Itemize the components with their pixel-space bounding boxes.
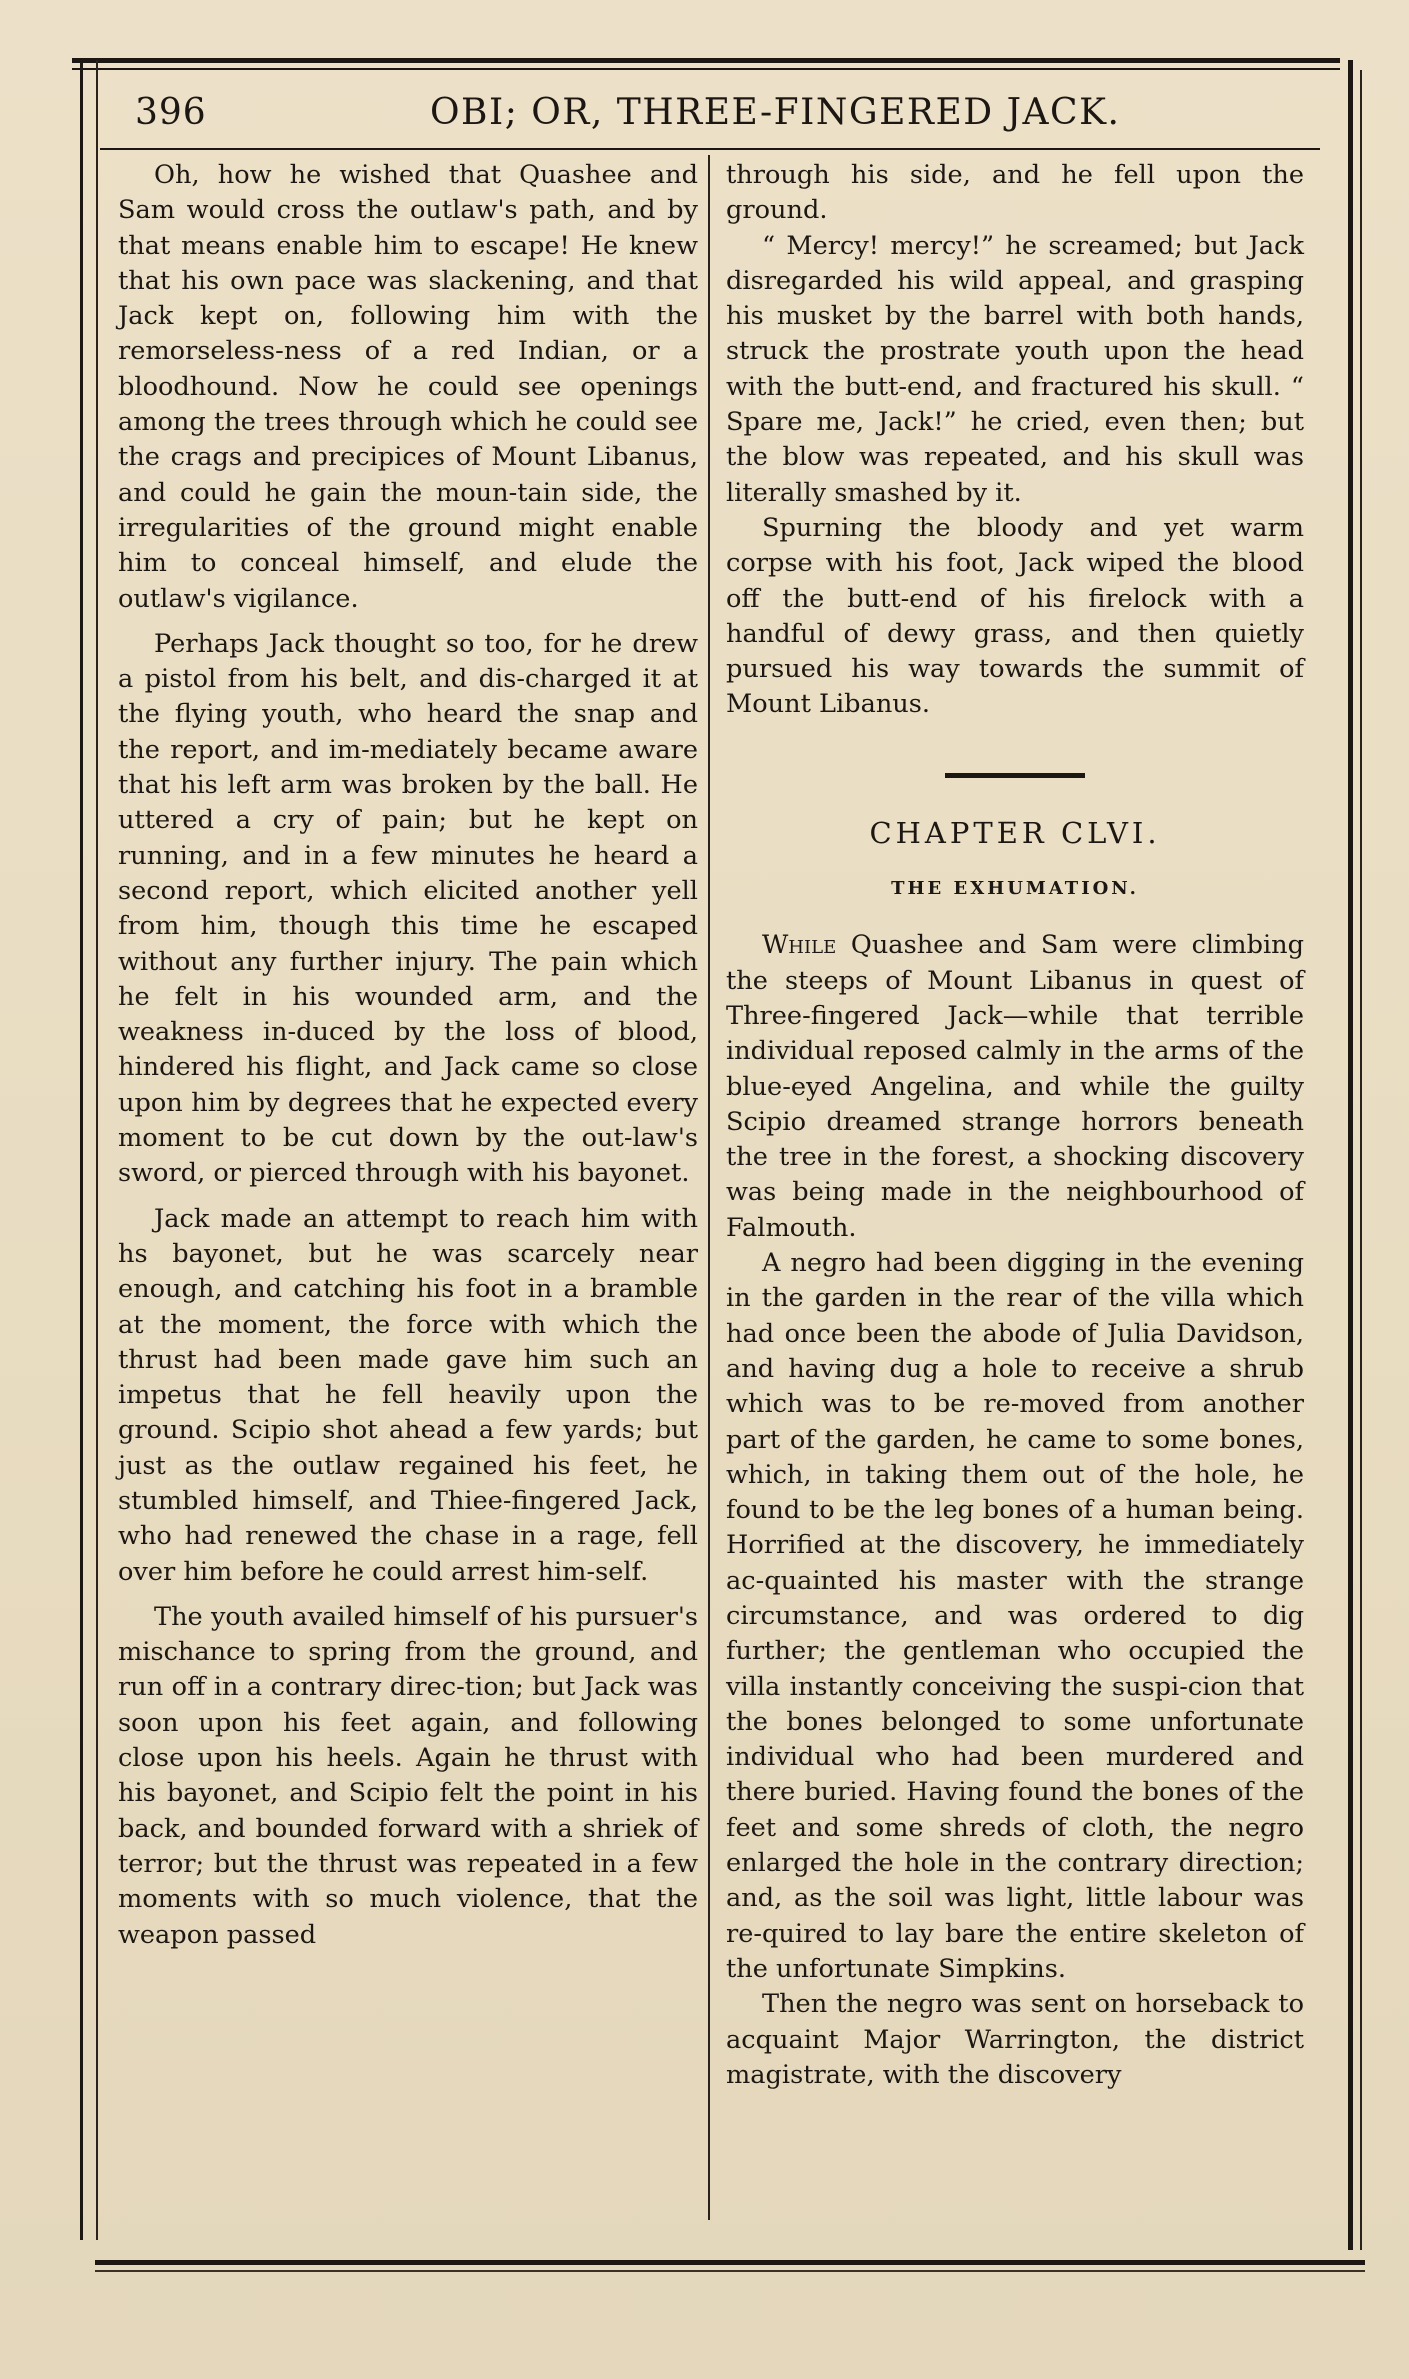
chapter-opening-paragraph <box>726 928 1304 1246</box>
paragraph: Spurning the bloody and yet warm corpse with his foot, Jack wiped the blood off the butt-end of his firelock with a handful of dewy grass, and then quietly pursued his way towards the summit of Mount Libanus. <box>726 512 1304 720</box>
paragraph: “ Mercy! mercy!” he screamed; but Jack disregarded his wild appeal, and grasping his musket by the barrel with both hands, struck the prostrate youth upon the head with the butt-end, and fractured his skull. “ Spare me, Jack!” he cried, even then; but the blow was repeated, and his skull was literally smashed by it. <box>726 230 1304 508</box>
paragraph: Oh, how he wished that Quashee and Sam would cross the outlaw's path, and by that means enable him to escape! He knew that his own pace was slackening, and that Jack kept on, following him with the remorseless-ness of a red Indian, or a bloodhound. Now he could see openings among the trees through which he could see the crags and precipices of Mount Libanus, and could he gain the moun-tain side, the irregularities of the ground might enable him to conceal himself, and elude the outlaw's vigilance. <box>118 160 698 614</box>
page-number: 396 <box>135 92 207 133</box>
paragraph: Perhaps Jack thought so too, for he drew a pistol from his belt, and dis-charged it at the flying youth, who heard the snap and the report, and im-mediately became aware that his left arm was broken by the ball. He uttered a cry of pain; but he kept on running, and in a few minutes he heard a second report, which elicited another yell from him, though this time he escaped without any further injury. The pain which he felt in his wounded arm, and the weakness in-duced by the loss of blood, hindered his flight, and Jack came so close upon him by degrees that he expected every moment to be cut down by the out-law's sword, or pierced through with his bayonet. <box>118 628 698 1189</box>
chapter-ornament-rule <box>945 773 1085 778</box>
paragraph: through his side, and he fell upon the ground. <box>726 160 1304 226</box>
footer-rule <box>95 2260 1365 2265</box>
page-header <box>100 88 1320 140</box>
chapter-subtitle: THE EXHUMATION. <box>891 878 1139 900</box>
right-column <box>726 158 1304 2093</box>
column-divider <box>708 155 710 2220</box>
left-column <box>118 158 698 1953</box>
frame-right-inner-rule <box>1360 70 1362 2250</box>
chapter-heading: CHAPTER CLVI. <box>869 815 1161 850</box>
paragraph: Then the negro was sent on horseback to acquaint Major Warrington, the district magistrate, with the discovery <box>726 1989 1304 2090</box>
opening-text: Quashee and Sam were climbing the steeps of Mount Libanus in quest of Three-fingered Jack—while that terrible individual reposed calmly in the arms of the blue-eyed Angelina, and while the guilty Scipio dreamed strange horrors beneath the tree in the forest, a shocking discovery was being made in the neighbourhood of Falmouth. <box>726 930 1304 1243</box>
frame-top-rule <box>72 58 1340 63</box>
frame-left-inner-rule <box>96 60 98 2240</box>
paragraph: The youth availed himself of his pursuer's mischance to spring from the ground, and run off in a contrary direc-tion; but Jack was soon upon his feet again, and following close upon his heels. Again he thrust with his bayonet, and Scipio felt the point in his back, and bounded forward with a shriek of terror; but the thrust was repeated in a few moments with so much violence, that the weapon passed <box>118 1601 698 1950</box>
frame-right-rule <box>1348 60 1353 2250</box>
paragraph: A negro had been digging in the evening in the garden in the rear of the villa which had once been the abode of Julia Davidson, and having dug a hole to receive a shrub which was to be re-moved from another part of the garden, he came to some bones, which, in taking them out of the hole, he found to be the leg bones of a human being. Horrified at the discovery, he immediately ac-quainted his master with the strange circumstance, and was ordered to dig further; the gentleman who occupied the villa instantly conceiving the suspi-cion that the bones belonged to some unfortunate individual who had been murdered and there buried. Having found the bones of the feet and some shreds of cloth, the negro enlarged the hole in the contrary direction; and, as the soil was light, little labour was re-quired to lay bare the entire skeleton of the unfortunate Simpkins. <box>726 1248 1304 1984</box>
running-title: OBI; OR, THREE-FINGERED JACK. <box>430 92 1121 133</box>
footer-inner-rule <box>95 2270 1365 2272</box>
paragraph: Jack made an attempt to reach him with hs bayonet, but he was scarcely near enough, and catching his foot in a bramble at the moment, the force with which the thrust had been made gave him such an impetus that he fell heavily upon the ground. Scipio shot ahead a few yards; but just as the outlaw regained his feet, he stumbled himself, and Thiee-fingered Jack, who had renewed the chase in a rage, fell over him before he could arrest him-self. <box>118 1203 698 1587</box>
frame-left-rule <box>80 60 83 2240</box>
frame-top-inner-rule <box>72 68 1340 70</box>
opening-word: While <box>762 930 837 961</box>
header-rule <box>100 148 1320 150</box>
